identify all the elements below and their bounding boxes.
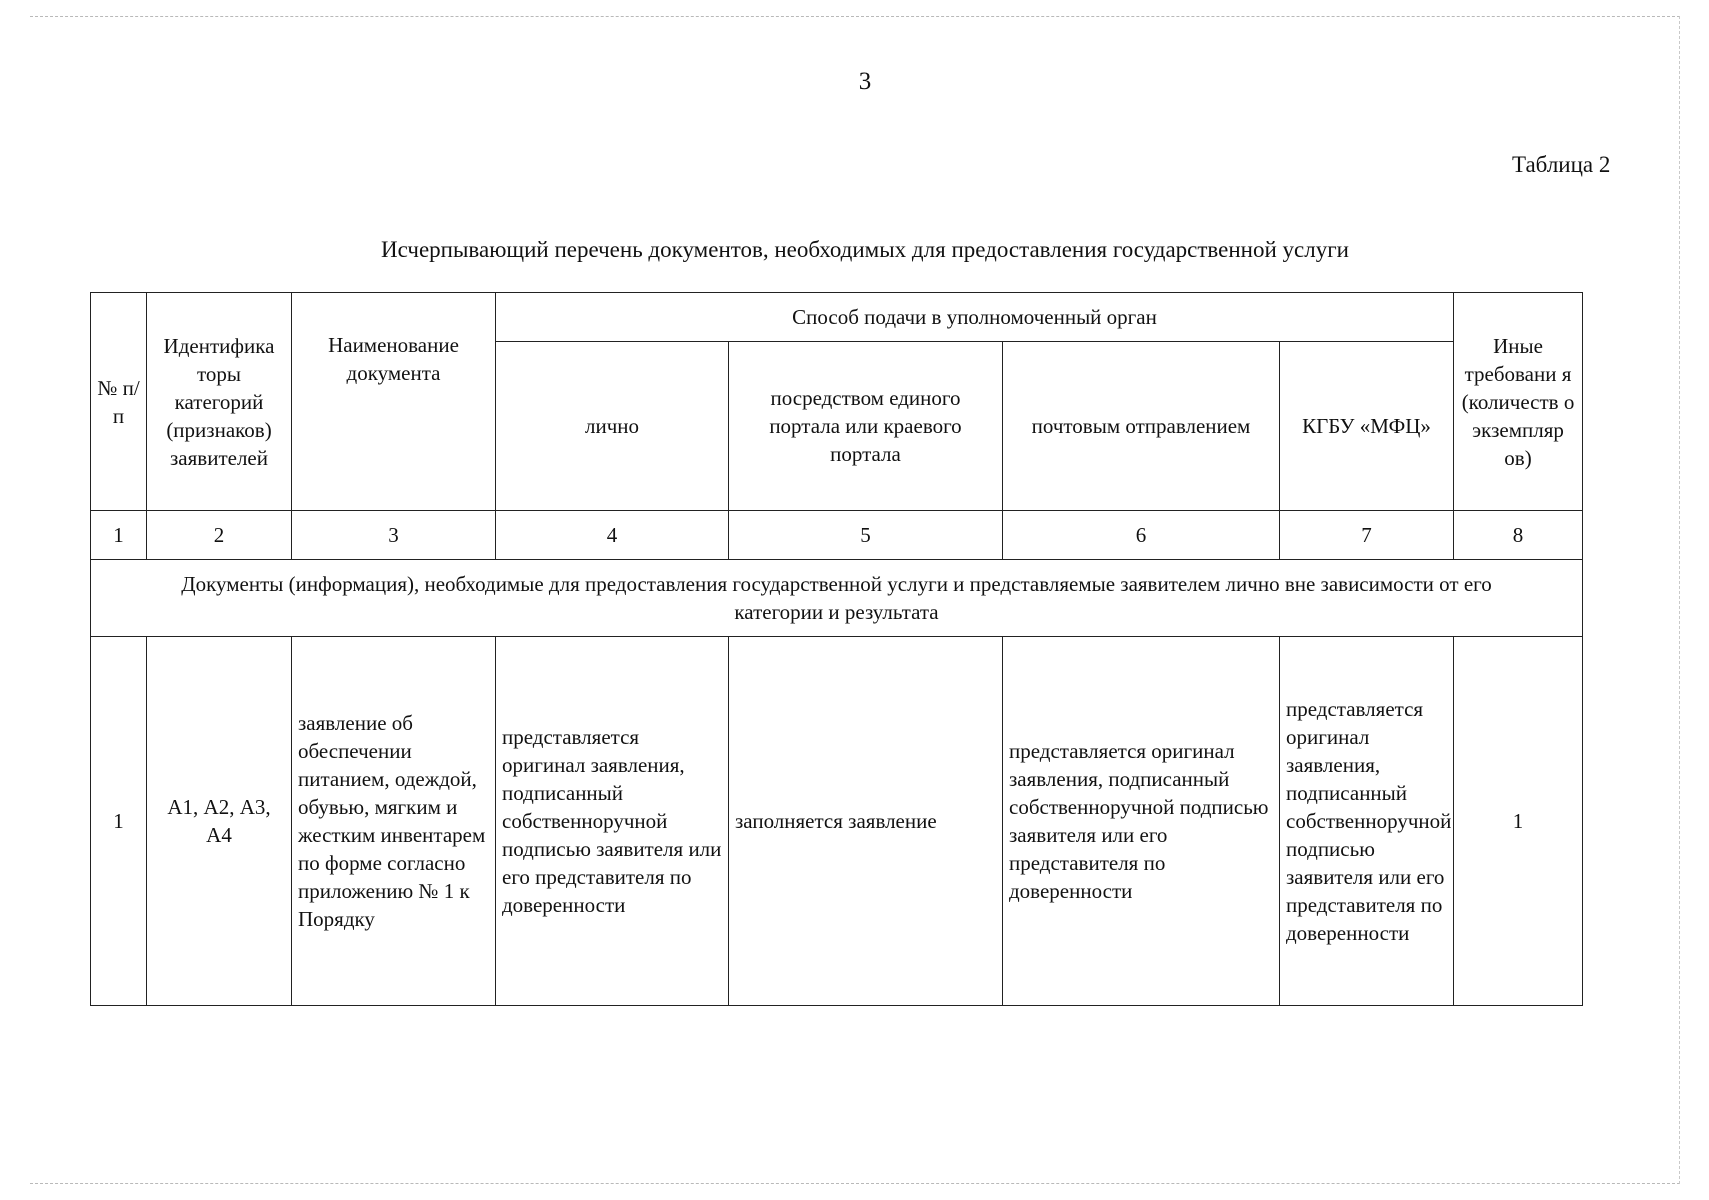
header-row-top — [91, 293, 1583, 342]
header-in-person: лично — [496, 342, 729, 511]
column-number: 2 — [147, 511, 292, 560]
row-num: 1 — [91, 637, 147, 1006]
header-num: № п/п — [91, 293, 147, 511]
section-heading-row — [91, 560, 1583, 637]
column-number: 5 — [729, 511, 1003, 560]
row-portal: заполняется заявление — [729, 637, 1003, 1006]
column-number: 8 — [1454, 511, 1583, 560]
column-number: 3 — [292, 511, 496, 560]
header-identifiers: Идентифика торы категорий (признаков) заявителей — [147, 293, 292, 511]
row-in-person: представляется оригинал заявления, подписанный собственноручной подписью заявителя или его представителя по доверенности — [496, 637, 729, 1006]
row-other: 1 — [1454, 637, 1583, 1006]
header-portal: посредством единого портала или краевого портала — [729, 342, 1003, 511]
header-mfc: КГБУ «МФЦ» — [1280, 342, 1454, 511]
header-doc-name: Наименование документа — [292, 293, 496, 511]
header-post: почтовым отправлением — [1003, 342, 1280, 511]
table-title: Исчерпывающий перечень документов, необходимых для предоставления государственной услуги — [381, 237, 1349, 262]
documents-table — [90, 292, 1583, 1006]
page-number: 3 — [858, 68, 872, 95]
header-method-group: Способ подачи в уполномоченный орган — [496, 293, 1454, 342]
table-label: Таблица 2 — [1512, 152, 1611, 177]
column-numbers-row — [91, 511, 1583, 560]
header-other: Иные требовани я (количеств о экземпляр ов) — [1454, 293, 1583, 511]
row-post: представляется оригинал заявления, подписанный собственноручной подписью заявителя или его представителя по доверенности — [1003, 637, 1280, 1006]
column-number: 4 — [496, 511, 729, 560]
column-number: 7 — [1280, 511, 1454, 560]
section-heading: Документы (информация), необходимые для предоставления государственной услуги и представляемые заявителем лично вне зависимости от его категории и результата — [91, 560, 1583, 637]
row-mfc: представляется оригинал заявления, подписанный собственноручной подписью заявителя или его представителя по доверенности — [1280, 637, 1454, 1006]
column-number: 1 — [91, 511, 147, 560]
row-doc-name: заявление об обеспечении питанием, одеждой, обувью, мягким и жестким инвентарем по форме согласно приложению № 1 к Порядку — [292, 637, 496, 1006]
column-number: 6 — [1003, 511, 1280, 560]
row-identifiers: А1, А2, А3, А4 — [147, 637, 292, 1006]
table-row — [91, 637, 1583, 1006]
